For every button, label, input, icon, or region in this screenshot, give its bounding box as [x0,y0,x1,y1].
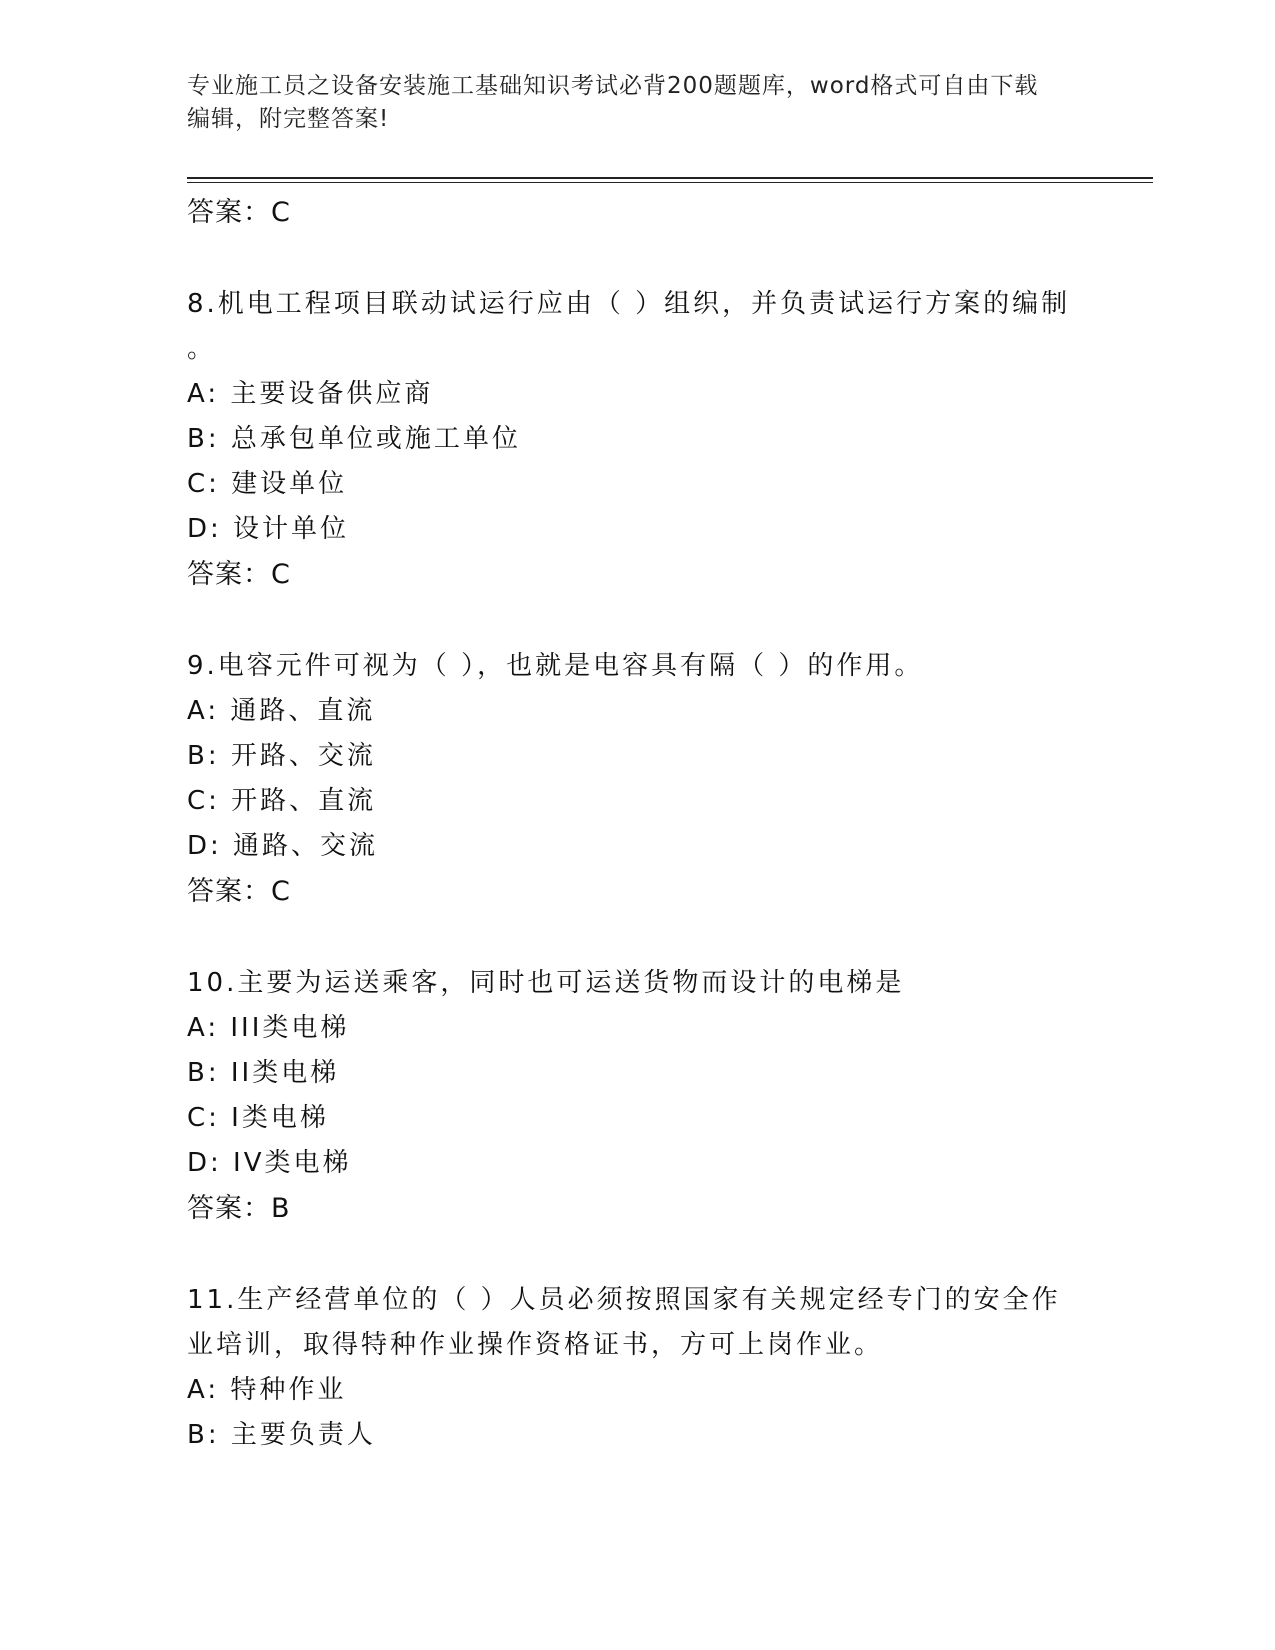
question-10-option-c: C: I类电梯 [187,1103,329,1133]
question-8-stem-line-1: 8.机电工程项目联动试运行应由（ ）组织，并负责试运行方案的编制 [187,289,1071,319]
question-11 [187,1278,1087,1458]
question-8-option-b: B: 总承包单位或施工单位 [187,424,521,454]
question-9-option-c: C: 开路、直流 [187,786,377,816]
question-8-stem-line-2: 。 [187,334,217,364]
question-9-stem: 9.电容元件可视为（ ），也就是电容具有隔（ ）的作用。 [187,651,924,681]
question-8-option-c: C: 建设单位 [187,469,348,499]
question-10 [187,961,1087,1231]
header-divider-thin [187,182,1153,183]
question-8-option-a: A: 主要设备供应商 [187,379,434,409]
question-9-answer: 答案：C [187,876,291,907]
question-10-answer: 答案：B [187,1193,291,1224]
question-11-stem-line-2: 业培训，取得特种作业操作资格证书，方可上岗作业。 [187,1330,884,1360]
answer-q7: 答案：C [187,197,291,228]
question-9-option-d: D: 通路、交流 [187,831,379,861]
header-line-2: 编辑，附完整答案! [187,106,390,132]
question-11-stem-line-1: 11.生产经营单位的（ ）人员必须按照国家有关规定经专门的安全作 [187,1285,1061,1315]
header-divider-thick [187,177,1153,179]
question-8-answer: 答案：C [187,559,291,590]
question-11-option-a: A: 特种作业 [187,1375,347,1405]
header-line-1: 专业施工员之设备安装施工基础知识考试必背200题题库，word格式可自由下载 [187,73,1039,99]
question-10-option-b: B: II类电梯 [187,1058,340,1088]
question-8-option-d: D: 设计单位 [187,514,350,544]
question-10-option-d: D: IV类电梯 [187,1148,352,1178]
question-9 [187,644,1087,914]
question-9-option-a: A: 通路、直流 [187,696,376,726]
question-10-stem: 10.主要为运送乘客，同时也可运送货物而设计的电梯是 [187,968,905,998]
question-11-option-b: B: 主要负责人 [187,1420,376,1450]
page-header [187,70,1067,136]
question-9-option-b: B: 开路、交流 [187,741,376,771]
question-list [187,190,1087,1458]
question-8 [187,282,1087,597]
question-10-option-a: A: III类电梯 [187,1013,350,1043]
